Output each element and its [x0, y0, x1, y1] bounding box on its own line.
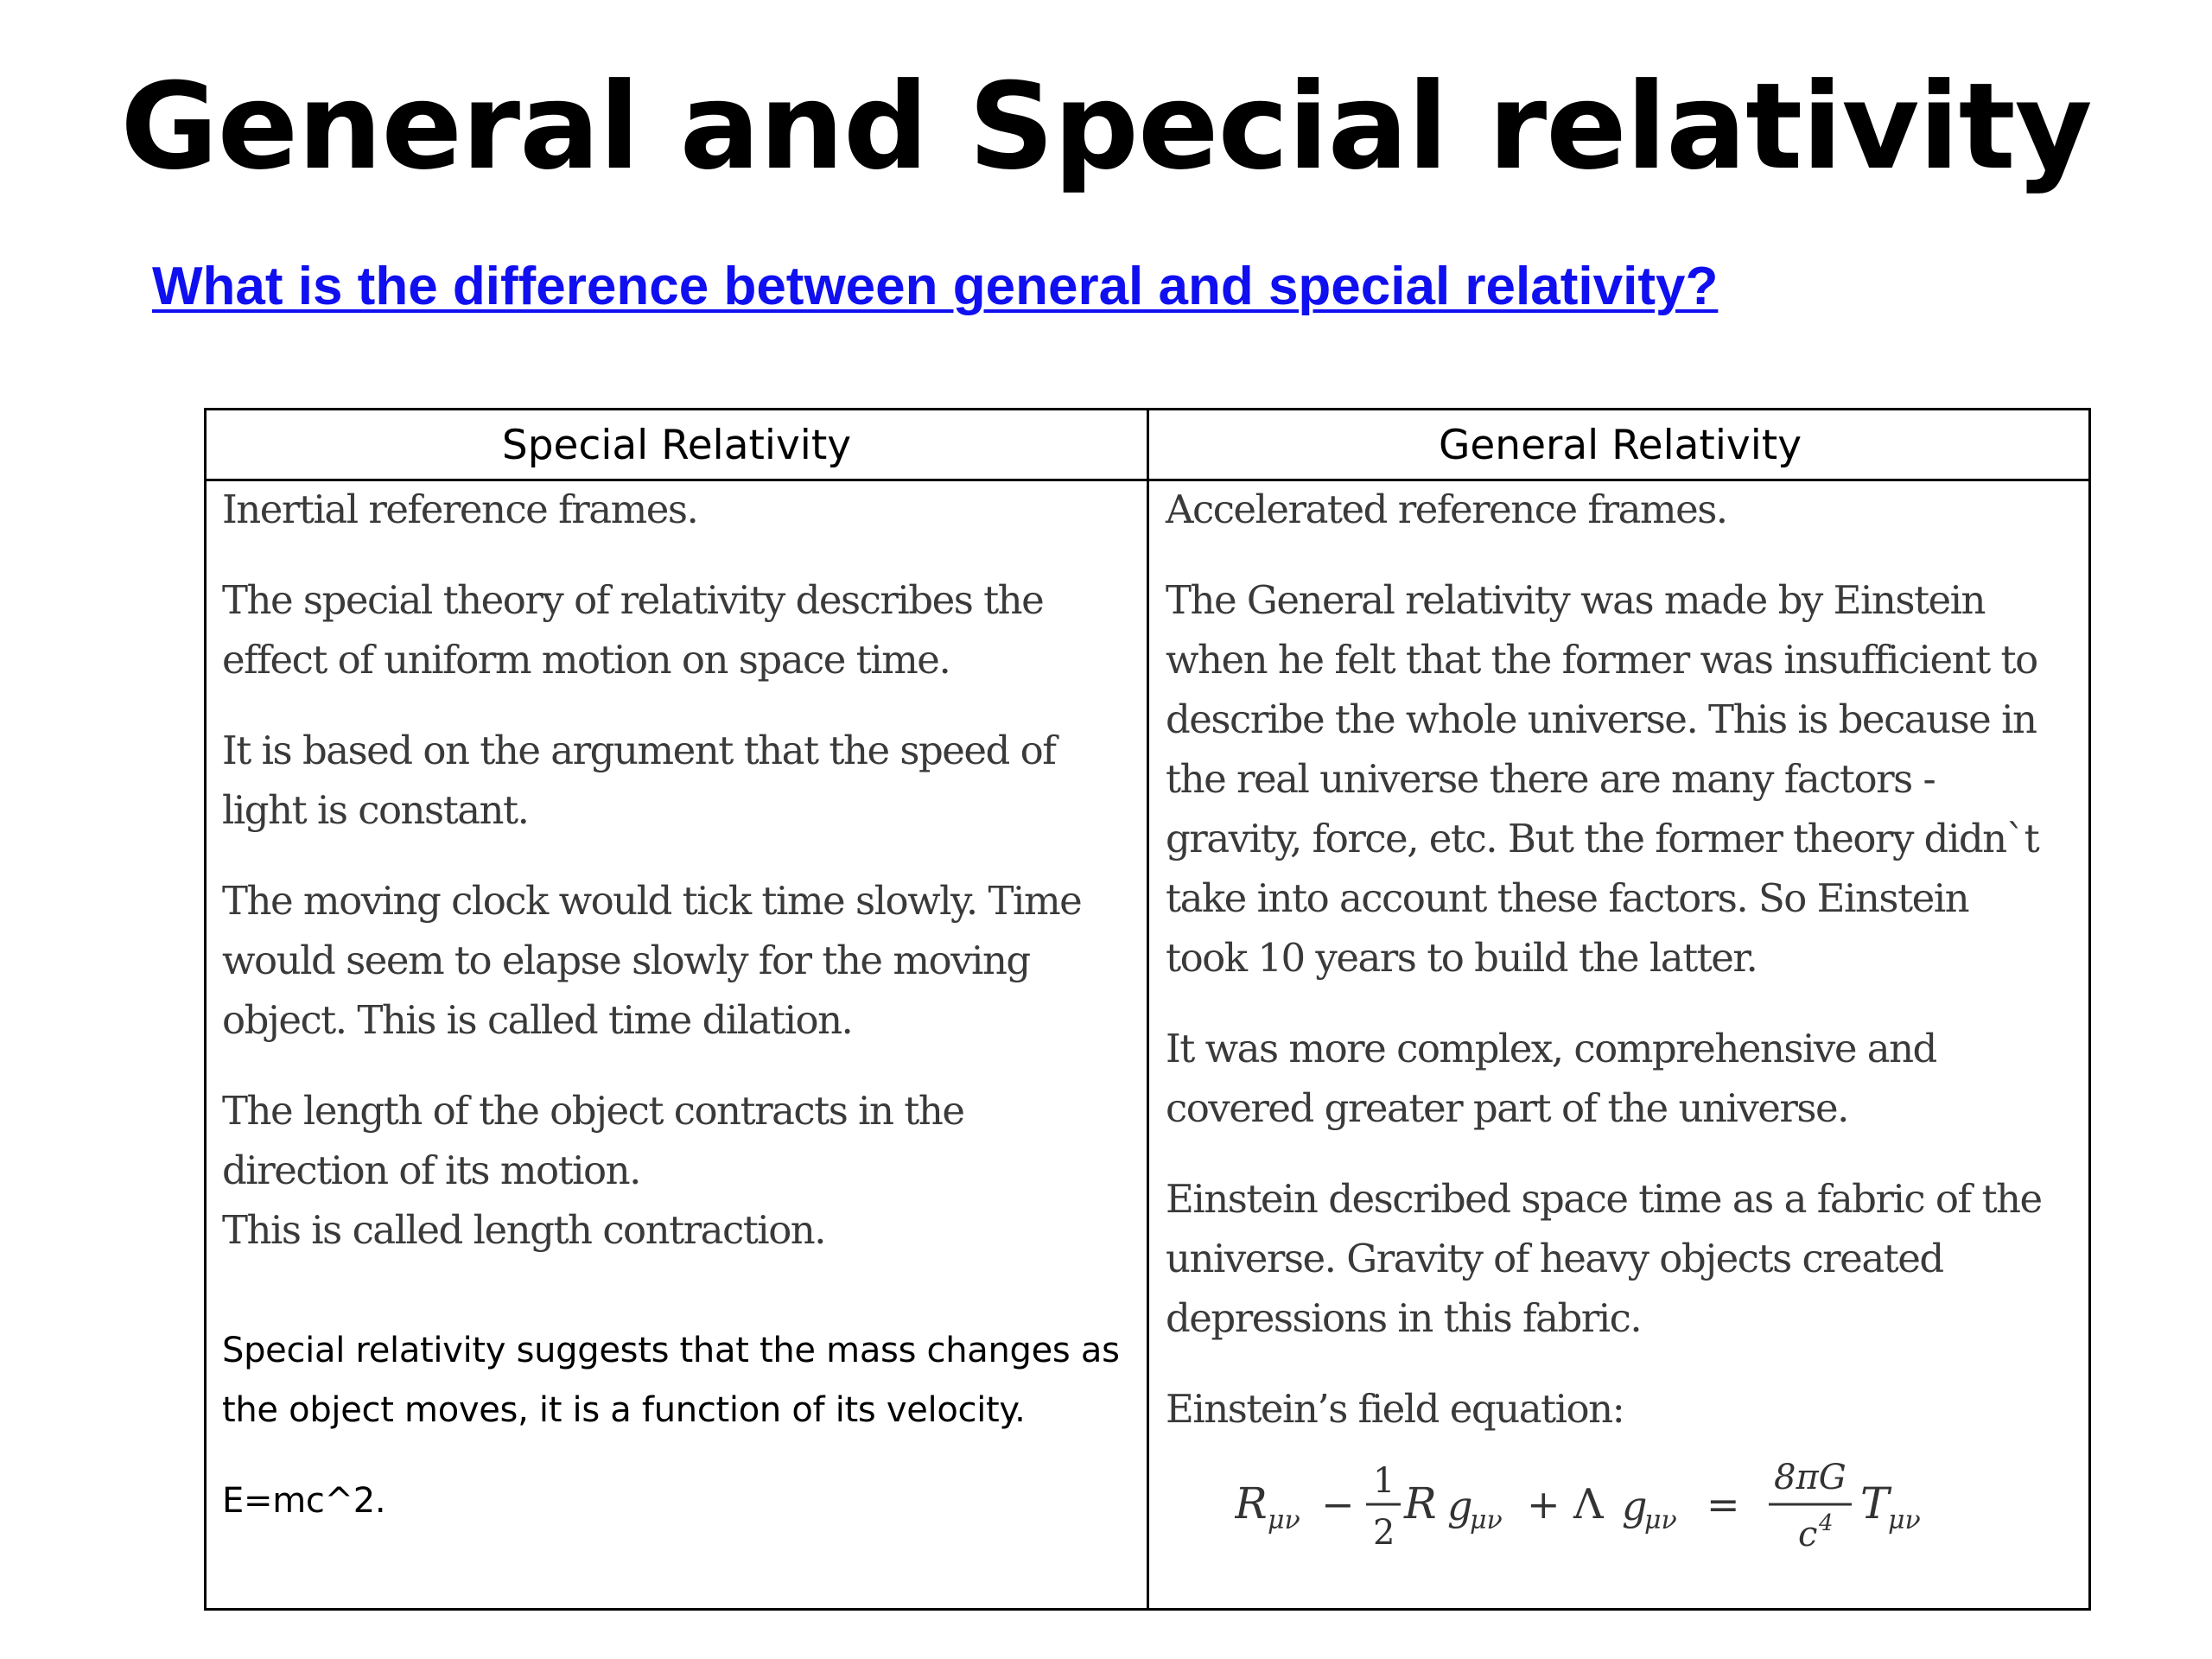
eq-sub: μν: [1888, 1505, 1921, 1535]
time-dilation-line: object. This is called time dilation.: [222, 997, 853, 1043]
einstein-field-equation: [1235, 1451, 1986, 1580]
special-light-line: It is based on the argument that the speed of: [222, 728, 1056, 773]
mass-change-line: the object moves, it is a function of its velocity.: [222, 1390, 1026, 1430]
general-history-line: took 10 years to build the latter.: [1166, 935, 1758, 981]
page-title: General and Special relativity: [120, 57, 2092, 196]
eq-lambda: Λ: [1573, 1480, 1604, 1529]
eq-sub: μν: [1644, 1505, 1677, 1535]
eq-sub: μν: [1470, 1505, 1503, 1535]
spacetime-fabric-line: Einstein described space time as a fabric of the: [1166, 1176, 2042, 1222]
special-theory-line: effect of uniform motion on space time.: [222, 637, 950, 683]
eq-minus: −: [1321, 1481, 1355, 1528]
general-history-line: describe the whole universe. This is because in: [1166, 696, 2037, 742]
header-general-relativity: General Relativity: [1438, 422, 1802, 469]
eq-sub: μν: [1268, 1505, 1300, 1535]
header-special-relativity: Special Relativity: [501, 422, 852, 469]
general-history-line: gravity, force, etc. But the former theory didn`t: [1166, 816, 2039, 861]
general-complexity-line: covered greater part of the universe.: [1166, 1085, 1848, 1131]
eq-metric-g: g: [1447, 1483, 1473, 1529]
eq-half-den: 2: [1373, 1513, 1395, 1553]
general-history-line: take into account these factors. So Einstein: [1166, 875, 1969, 921]
general-frames: Accelerated reference frames.: [1166, 486, 1727, 532]
time-dilation-line: would seem to elapse slowly for the moving: [222, 938, 1030, 983]
eq-stress-T: T: [1860, 1478, 1890, 1529]
comparison-table: [204, 408, 2091, 1611]
spacetime-fabric-line: universe. Gravity of heavy objects created: [1166, 1236, 1943, 1281]
eq-ricci-R: R: [1235, 1478, 1268, 1529]
special-light-line: light is constant.: [222, 787, 529, 833]
eq-coef-den: c: [1798, 1515, 1818, 1554]
length-contraction-line: This is called length contraction.: [222, 1207, 826, 1253]
general-complexity-line: It was more complex, comprehensive and: [1166, 1026, 1936, 1071]
length-contraction-line: The length of the object contracts in the: [222, 1088, 964, 1134]
energy-equation: E=mc^2.: [222, 1481, 386, 1521]
general-history-line: the real universe there are many factors -: [1166, 756, 1936, 802]
special-frames: Inertial reference frames.: [222, 486, 698, 532]
time-dilation-line: The moving clock would tick time slowly. Time: [222, 878, 1082, 924]
column-divider: [1147, 410, 1149, 1608]
eq-plus: +: [1527, 1481, 1560, 1528]
spacetime-fabric-line: depressions in this fabric.: [1166, 1295, 1642, 1341]
eq-coef-num: 8πG: [1774, 1458, 1847, 1497]
mass-change-line: Special relativity suggests that the mass changes as: [222, 1331, 1120, 1370]
eq-scalar-R: R: [1404, 1478, 1437, 1529]
eq-coef-den-exp: 4: [1819, 1510, 1834, 1536]
special-theory-line: The special theory of relativity describes the: [222, 577, 1044, 623]
field-equation-label: Einstein’s field equation:: [1166, 1386, 1624, 1432]
general-history-line: The General relativity was made by Einstein: [1166, 577, 1986, 623]
eq-equals: =: [1707, 1481, 1740, 1528]
general-history-line: when he felt that the former was insufficient to: [1166, 637, 2037, 683]
eq-half-num: 1: [1373, 1461, 1395, 1501]
eq-metric-g: g: [1622, 1483, 1648, 1529]
question-link[interactable]: What is the difference between general and special relativity?: [152, 257, 1719, 316]
length-contraction-line: direction of its motion.: [222, 1147, 640, 1193]
